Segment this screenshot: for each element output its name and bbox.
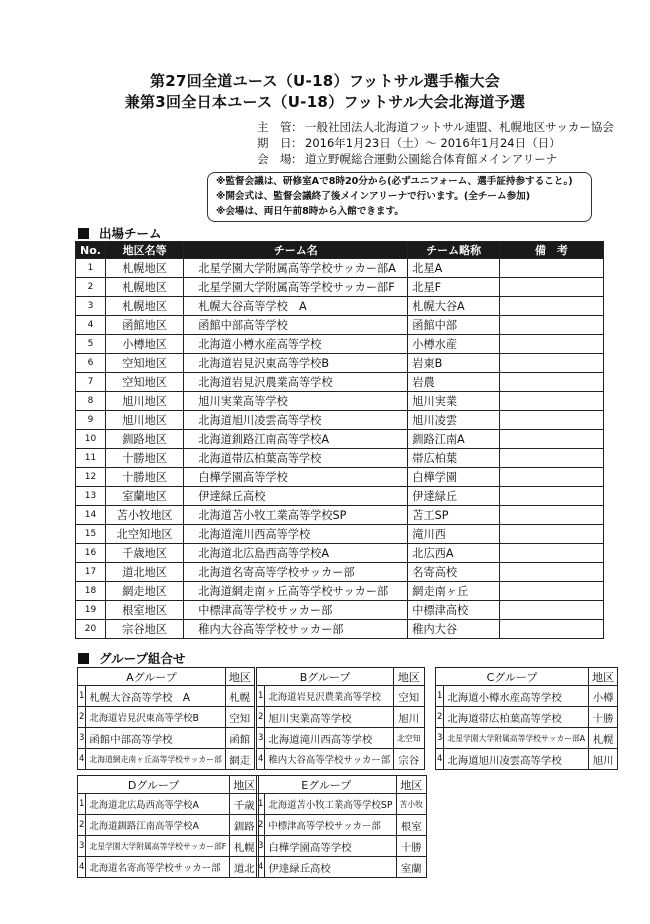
cell-note [499, 506, 603, 525]
group-team-region: 旭川 [394, 707, 424, 728]
cell-region: 旭川地区 [105, 392, 183, 411]
cell-no: 10 [76, 430, 106, 449]
group-team-name: 北海道岩見沢東高等学校B [86, 707, 225, 728]
group-row [257, 728, 425, 749]
cell-short-name: 伊達緑丘 [408, 487, 500, 506]
group-team-name: 白樺学園高等学校 [265, 836, 396, 857]
group-region-header: 地区 [396, 776, 426, 794]
col-header-team: チーム名 [184, 242, 408, 259]
cell-note [499, 259, 603, 278]
group-team-name: 北海道名寄高等学校サッカー部 [86, 857, 230, 878]
cell-short-name: 稚内大谷 [408, 620, 500, 639]
cell-team-name: 北星学園大学附属高等学校サッカー部F [184, 278, 408, 297]
group-team-name: 北海道北広島西高等学校A [86, 794, 230, 815]
cell-short-name: 小樽水産 [408, 335, 500, 354]
group-team-name: 北海道釧路江南高等学校A [86, 815, 230, 836]
cell-short-name: 北星F [408, 278, 500, 297]
cell-team-name: 北海道苫小牧工業高等学校SP [184, 506, 408, 525]
group-row-number: 4 [78, 857, 86, 878]
title-line-2: 兼第3回全日本ユース（U-18）フットサル大会北海道予選 [124, 93, 526, 111]
square-bullet-icon [78, 228, 89, 239]
cell-no: 4 [76, 316, 106, 335]
cell-region: 宗谷地区 [105, 620, 183, 639]
cell-no: 13 [76, 487, 106, 506]
cell-no: 2 [76, 278, 106, 297]
group-team-name: 函館中部高等学校 [86, 728, 225, 749]
cell-no: 14 [76, 506, 106, 525]
cell-region: 空知地区 [105, 354, 183, 373]
group-team-region: 空知 [394, 686, 424, 707]
group-row [436, 749, 618, 770]
info-row-venue [257, 151, 614, 167]
group-row [78, 815, 259, 836]
cell-no: 16 [76, 544, 106, 563]
info-value: 道立野幌総合運動公園総合体育館メインアリーナ [305, 152, 558, 166]
table-row [76, 487, 604, 506]
group-team-name: 旭川実業高等学校 [265, 707, 394, 728]
group-c-table [435, 667, 618, 770]
group-region-header: 地区 [225, 668, 254, 686]
group-row [78, 749, 255, 770]
group-team-region: 室蘭 [396, 857, 426, 878]
cell-team-name: 北海道小樽水産高等学校 [184, 335, 408, 354]
cell-no: 11 [76, 449, 106, 468]
cell-short-name: 旭川実業 [408, 392, 500, 411]
group-team-region: 十勝 [589, 707, 618, 728]
cell-short-name: 岩農 [408, 373, 500, 392]
group-header-row [436, 668, 618, 686]
cell-region: 十勝地区 [105, 468, 183, 487]
cell-short-name: 北星A [408, 259, 500, 278]
group-d-table [77, 775, 259, 878]
cell-note [499, 468, 603, 487]
group-team-name: 北海道滝川西高等学校 [265, 728, 394, 749]
group-team-name: 北海道小樽水産高等学校 [444, 686, 589, 707]
cell-note [499, 354, 603, 373]
group-name: Dグループ [78, 776, 230, 794]
cell-region: 旭川地区 [105, 411, 183, 430]
table-row [76, 449, 604, 468]
group-team-region: 北空知 [394, 728, 424, 749]
cell-region: 札幌地区 [105, 259, 183, 278]
cell-note [499, 392, 603, 411]
event-info [257, 119, 614, 167]
info-key: 期 日 [257, 136, 292, 150]
group-row [78, 794, 259, 815]
group-row-number: 3 [436, 728, 444, 749]
col-header-short: チーム略称 [408, 242, 500, 259]
group-row-number: 2 [257, 815, 265, 836]
group-row [78, 707, 255, 728]
note-line: ※会場は、両日午前8時から入館できます。 [216, 206, 404, 217]
cell-team-name: 中標津高等学校サッカー部 [184, 601, 408, 620]
cell-no: 6 [76, 354, 106, 373]
table-row [76, 563, 604, 582]
cell-short-name: 中標津高校 [408, 601, 500, 620]
cell-region: 空知地区 [105, 373, 183, 392]
cell-no: 12 [76, 468, 106, 487]
group-b-table [256, 667, 425, 770]
group-team-region: 空知 [225, 707, 254, 728]
group-team-name: 伊達緑丘高校 [265, 857, 396, 878]
group-row [257, 857, 427, 878]
group-row [436, 707, 618, 728]
cell-region: 室蘭地区 [105, 487, 183, 506]
cell-team-name: 北海道網走南ヶ丘高等学校サッカー部 [184, 582, 408, 601]
table-row [76, 259, 604, 278]
group-row [257, 749, 425, 770]
group-row-number: 2 [78, 815, 86, 836]
cell-note [499, 430, 603, 449]
cell-region: 北空知地区 [105, 525, 183, 544]
group-region-header: 地区 [394, 668, 424, 686]
cell-team-name: 白樺学園高等学校 [184, 468, 408, 487]
cell-no: 5 [76, 335, 106, 354]
notes-box [207, 172, 592, 222]
table-row [76, 544, 604, 563]
group-team-region: 函館 [225, 728, 254, 749]
group-team-region: 苫小牧 [396, 794, 426, 815]
group-row-number: 2 [78, 707, 86, 728]
group-team-region: 釧路 [230, 815, 259, 836]
cell-no: 9 [76, 411, 106, 430]
group-header-row [78, 776, 259, 794]
table-header-row [76, 242, 604, 259]
cell-team-name: 北海道釧路江南高等学校A [184, 430, 408, 449]
group-team-region: 道北 [230, 857, 259, 878]
cell-no: 17 [76, 563, 106, 582]
group-team-region: 千歳 [230, 794, 259, 815]
table-row [76, 582, 604, 601]
info-value: 2016年1月23日（土）～ 2016年1月24日（日） [305, 136, 561, 150]
groups-section-heading [78, 649, 186, 667]
cell-note [499, 525, 603, 544]
cell-no: 3 [76, 297, 106, 316]
group-team-name: 中標津高等学校サッカー部 [265, 815, 396, 836]
group-row [78, 857, 259, 878]
cell-note [499, 601, 603, 620]
cell-short-name: 網走南ヶ丘 [408, 582, 500, 601]
cell-team-name: 北海道旭川凌雲高等学校 [184, 411, 408, 430]
cell-no: 20 [76, 620, 106, 639]
cell-no: 18 [76, 582, 106, 601]
group-team-name: 北星学園大学附属高等学校サッカー部A [444, 728, 589, 749]
cell-short-name: 北広西A [408, 544, 500, 563]
table-row [76, 335, 604, 354]
cell-no: 1 [76, 259, 106, 278]
group-e-table [256, 775, 427, 878]
table-row [76, 525, 604, 544]
group-row-number: 1 [436, 686, 444, 707]
group-name: Eグループ [257, 776, 397, 794]
group-team-name: 北海道網走南ヶ丘高等学校サッカー部 [86, 749, 225, 770]
note-line: ※監督会議は、研修室Aで8時20分から(必ずユニフォーム、選手証持参すること。) [216, 176, 573, 187]
group-team-name: 北海道旭川凌雲高等学校 [444, 749, 589, 770]
cell-note [499, 316, 603, 335]
group-row [436, 686, 618, 707]
group-row-number: 4 [257, 857, 265, 878]
group-header-row [257, 776, 427, 794]
group-row-number: 4 [257, 749, 265, 770]
cell-team-name: 北海道帯広柏葉高等学校 [184, 449, 408, 468]
cell-team-name: 稚内大谷高等学校サッカー部 [184, 620, 408, 639]
cell-note [499, 411, 603, 430]
cell-team-name: 北海道北広島西高等学校A [184, 544, 408, 563]
group-team-name: 北星学園大学附属高等学校サッカー部F [86, 836, 230, 857]
table-row [76, 373, 604, 392]
group-team-region: 旭川 [589, 749, 618, 770]
cell-team-name: 北海道岩見沢東高等学校B [184, 354, 408, 373]
group-row [257, 707, 425, 728]
cell-note [499, 563, 603, 582]
cell-region: 函館地区 [105, 316, 183, 335]
cell-short-name: 帯広柏葉 [408, 449, 500, 468]
table-row [76, 411, 604, 430]
group-row [78, 728, 255, 749]
group-team-region: 宗谷 [394, 749, 424, 770]
cell-no: 15 [76, 525, 106, 544]
cell-team-name: 旭川実業高等学校 [184, 392, 408, 411]
group-row-number: 3 [78, 728, 86, 749]
table-row [76, 278, 604, 297]
table-row [76, 430, 604, 449]
group-name: Bグループ [257, 668, 394, 686]
cell-note [499, 582, 603, 601]
group-name: Cグループ [436, 668, 589, 686]
group-row-number: 2 [436, 707, 444, 728]
group-row [257, 794, 427, 815]
group-row [257, 815, 427, 836]
table-row [76, 297, 604, 316]
group-header-row [78, 668, 255, 686]
info-row-organizer [257, 119, 614, 135]
info-colon: ： [291, 152, 303, 166]
cell-region: 千歳地区 [105, 544, 183, 563]
group-team-name: 稚内大谷高等学校サッカー部 [265, 749, 394, 770]
section-title: グループ組合せ [99, 651, 186, 666]
group-team-region: 札幌 [225, 686, 254, 707]
group-row-number: 1 [257, 686, 265, 707]
col-header-region: 地区名等 [105, 242, 183, 259]
cell-short-name: 旭川凌雲 [408, 411, 500, 430]
group-team-region: 十勝 [396, 836, 426, 857]
info-value: 一般社団法人北海道フットサル連盟、札幌地区サッカー協会 [305, 120, 614, 134]
cell-region: 釧路地区 [105, 430, 183, 449]
group-a-table [77, 667, 255, 770]
group-row [436, 728, 618, 749]
group-row-number: 4 [436, 749, 444, 770]
table-row [76, 354, 604, 373]
group-row-number: 3 [78, 836, 86, 857]
cell-note [499, 278, 603, 297]
group-row [78, 836, 259, 857]
table-row [76, 506, 604, 525]
group-team-name: 北海道苫小牧工業高等学校SP [265, 794, 396, 815]
section-title: 出場チーム [99, 226, 162, 241]
cell-team-name: 伊達緑丘高校 [184, 487, 408, 506]
cell-team-name: 北海道岩見沢農業高等学校 [184, 373, 408, 392]
info-key: 主 管 [257, 120, 292, 134]
cell-region: 札幌地区 [105, 278, 183, 297]
cell-region: 札幌地区 [105, 297, 183, 316]
cell-short-name: 白樺学園 [408, 468, 500, 487]
title-line-1: 第27回全道ユース（U-18）フットサル選手権大会 [149, 72, 501, 90]
group-team-region: 根室 [396, 815, 426, 836]
cell-team-name: 北星学園大学附属高等学校サッカー部A [184, 259, 408, 278]
cell-region: 小樽地区 [105, 335, 183, 354]
group-team-name: 北海道帯広柏葉高等学校 [444, 707, 589, 728]
group-row-number: 1 [78, 686, 86, 707]
table-row [76, 316, 604, 335]
cell-region: 道北地区 [105, 563, 183, 582]
col-header-note: 備 考 [499, 242, 603, 259]
table-row [76, 601, 604, 620]
cell-no: 8 [76, 392, 106, 411]
table-row [76, 392, 604, 411]
group-row-number: 3 [257, 728, 265, 749]
cell-team-name: 札幌大谷高等学校 A [184, 297, 408, 316]
note-line: ※開会式は、監督会議終了後メインアリーナで行います。(全チーム参加) [216, 191, 531, 202]
group-team-region: 札幌 [230, 836, 259, 857]
cell-note [499, 297, 603, 316]
group-row-number: 2 [257, 707, 265, 728]
cell-note [499, 373, 603, 392]
table-row [76, 620, 604, 639]
cell-team-name: 北海道名寄高等学校サッカー部 [184, 563, 408, 582]
cell-team-name: 北海道滝川西高等学校 [184, 525, 408, 544]
cell-team-name: 函館中部高等学校 [184, 316, 408, 335]
teams-table [75, 241, 604, 639]
cell-note [499, 544, 603, 563]
cell-note [499, 487, 603, 506]
cell-short-name: 釧路江南A [408, 430, 500, 449]
cell-short-name: 札幌大谷A [408, 297, 500, 316]
cell-no: 7 [76, 373, 106, 392]
group-team-region: 小樽 [589, 686, 618, 707]
group-row [78, 686, 255, 707]
info-key: 会 場 [257, 152, 292, 166]
group-team-region: 札幌 [589, 728, 618, 749]
cell-short-name: 岩東B [408, 354, 500, 373]
cell-region: 苫小牧地区 [105, 506, 183, 525]
group-row-number: 1 [257, 794, 265, 815]
group-team-name: 札幌大谷高等学校 A [86, 686, 225, 707]
cell-short-name: 函館中部 [408, 316, 500, 335]
cell-note [499, 335, 603, 354]
cell-short-name: 苫工SP [408, 506, 500, 525]
cell-note [499, 449, 603, 468]
group-name: Aグループ [78, 668, 226, 686]
group-header-row [257, 668, 425, 686]
group-row-number: 1 [78, 794, 86, 815]
cell-short-name: 滝川西 [408, 525, 500, 544]
group-row-number: 3 [257, 836, 265, 857]
group-row [257, 686, 425, 707]
info-colon: ： [291, 136, 303, 150]
table-row [76, 468, 604, 487]
group-row [257, 836, 427, 857]
cell-region: 網走地区 [105, 582, 183, 601]
cell-short-name: 名寄高校 [408, 563, 500, 582]
info-colon: ： [291, 120, 303, 134]
cell-region: 十勝地区 [105, 449, 183, 468]
group-region-header: 地区 [589, 668, 618, 686]
group-team-name: 北海道岩見沢農業高等学校 [265, 686, 394, 707]
cell-region: 根室地区 [105, 601, 183, 620]
square-bullet-icon [78, 653, 89, 664]
col-header-no: No. [76, 242, 106, 259]
cell-no: 19 [76, 601, 106, 620]
cell-note [499, 620, 603, 639]
info-row-date [257, 135, 614, 151]
group-row-number: 4 [78, 749, 86, 770]
group-region-header: 地区 [230, 776, 259, 794]
teams-section-heading [78, 224, 162, 242]
group-team-region: 網走 [225, 749, 254, 770]
